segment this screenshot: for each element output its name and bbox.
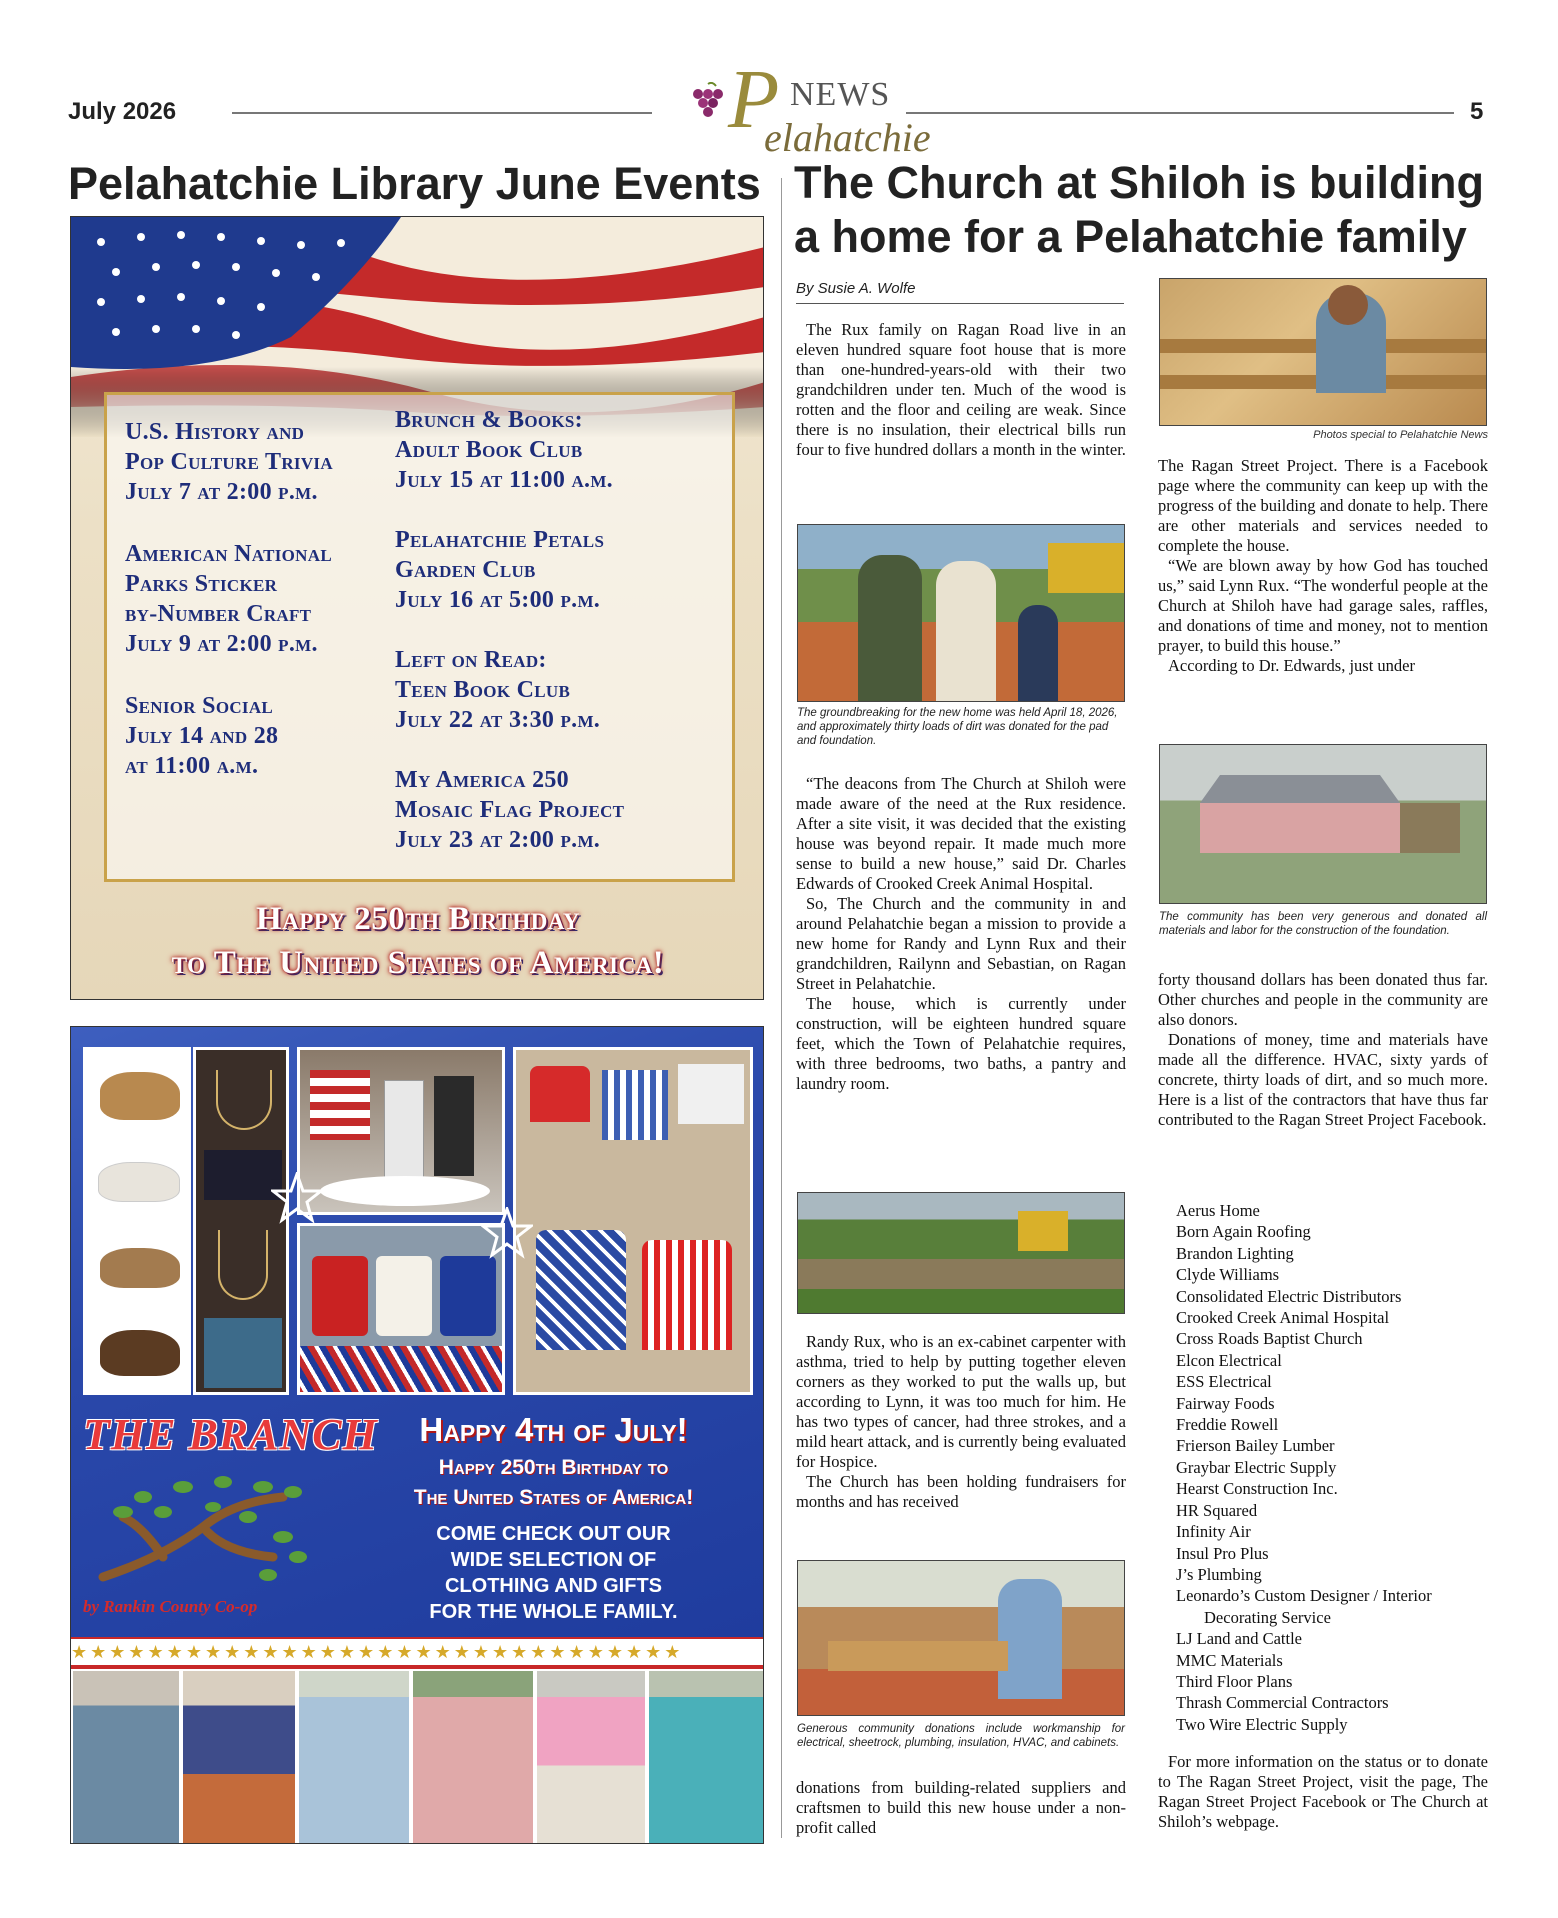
list-item: Two Wire Electric Supply <box>1176 1714 1348 1734</box>
list-item: Frierson Bailey Lumber <box>1176 1436 1335 1456</box>
paragraph: forty thousand dollars has been donated thus far. Other churches and people in the community are also donors. <box>1158 970 1488 1029</box>
paragraph: donations from building-related suppliers and craftsmen to build this new house under a non-profit called <box>796 1778 1126 1837</box>
caption-groundbreaking: The groundbreaking for the new home was held April 18, 2026, and approximately thirty loads of dirt was donated for the pad and foundation. <box>797 707 1118 747</box>
event-garden-club: Pelahatchie Petals Garden Club July 16 at 5:00 p.m. <box>395 527 605 613</box>
paragraph: For more information on the status or to donate to The Ragan Street Project, visit the page, The Ragan Street Project Facebook or The Church at Shiloh’s webpage. <box>1158 1752 1488 1831</box>
article-col2-part2 <box>1158 970 1488 1130</box>
pelahatchie-news-logo <box>672 53 931 160</box>
article-col2-part1 <box>1158 456 1488 676</box>
caption-foundation: The community has been very generous and donated all materials and labor for the construction of the foundation. <box>1159 911 1487 937</box>
usa-birthday-banner <box>71 897 764 985</box>
model-photo <box>71 1669 181 1844</box>
model-photo <box>647 1669 764 1844</box>
article-col1-part1 <box>796 320 1126 460</box>
list-item: Hearst Construction Inc. <box>1176 1479 1338 1499</box>
list-item: MMC Materials <box>1176 1650 1283 1670</box>
paragraph: According to Dr. Edwards, just under <box>1168 656 1415 675</box>
tree-branch-icon <box>83 1457 323 1607</box>
list-item: Born Again Roofing <box>1176 1222 1311 1242</box>
framing-photo <box>1159 278 1487 426</box>
paragraph: The house, which is currently under construction, will be eighteen hundred square feet, which the Town of Pelahatchie requires, with three bedrooms, two baths, a pantry and laundry room. <box>796 994 1126 1093</box>
list-item: Clyde Williams <box>1176 1265 1280 1285</box>
shoes-tile <box>83 1047 191 1395</box>
paragraph: The Church has been holding fundraisers for months and has received <box>796 1472 1126 1511</box>
ad-birthday-line2: The United States of America! <box>413 1486 694 1509</box>
grape-icon <box>688 82 728 128</box>
event-senior-social: Senior Social July 14 and 28 at 11:00 a.m. <box>125 693 279 779</box>
caption-workmanship: Generous community donations include workmanship for electrical, sheetrock, plumbing, insulation, HVAC, and cabinets. <box>797 1723 1125 1749</box>
event-adult-book-club: Brunch & Books: Adult Book Club July 15 at 11:00 a.m. <box>395 407 613 493</box>
site-photo <box>797 1192 1125 1314</box>
model-photo <box>535 1669 647 1844</box>
list-item: J’s Plumbing <box>1176 1564 1262 1584</box>
the-branch-advertisement <box>70 1026 764 1844</box>
paragraph: So, The Church and the community in and around Pelahatchie began a mission to provide a new home for Randy and Lynn Rux and their grandchildren, Railynn and Sebastian, on Ragan Street in Pelahatchie. <box>796 894 1126 993</box>
library-events-flyer <box>70 216 764 1000</box>
ad-birthday-line1: Happy 250th Birthday to <box>438 1456 669 1479</box>
patriotic-decor-tile <box>297 1047 505 1215</box>
paragraph: “The deacons from The Church at Shiloh were made aware of the need at the Rux residence. After a site visit, it was decided that the existing house was beyond repair. It made much more sense to build a new house,” said Dr. Charles Edwards of Crooked Creek Animal Hospital. <box>796 774 1126 893</box>
list-item: Graybar Electric Supply <box>1176 1457 1337 1477</box>
star-icon <box>271 1172 323 1224</box>
usa-birthday-line2: to The United States of America! <box>171 945 665 981</box>
header-rule-left <box>232 112 652 114</box>
rankin-county-coop-text: by Rankin County Co-op <box>83 1597 258 1616</box>
model-photo <box>297 1669 411 1844</box>
star-icon <box>481 1207 533 1259</box>
list-item: Brandon Lighting <box>1176 1243 1294 1263</box>
list-item: Crooked Creek Animal Hospital <box>1176 1308 1390 1328</box>
list-item: Aerus Home <box>1176 1201 1260 1220</box>
contractor-list <box>1176 1200 1506 1735</box>
candles-tile <box>297 1223 505 1395</box>
event-teen-book-club: Left on Read: Teen Book Club July 22 at 3:30 p.m. <box>395 647 601 733</box>
events-frame <box>104 392 735 882</box>
header-rule-right <box>906 112 1454 114</box>
ad-birthday <box>346 1453 761 1513</box>
event-mosaic-flag: My America 250 Mosaic Flag Project July 23 at 2:00 p.m. <box>395 767 625 853</box>
event-parks-sticker-craft: American National Parks Sticker by-Number Craft July 9 at 2:00 p.m. <box>125 541 332 657</box>
usa-birthday-line1: Happy 250th Birthday <box>256 901 580 937</box>
list-item: Fairway Foods <box>1176 1393 1275 1413</box>
list-item: ESS Electrical <box>1176 1372 1272 1392</box>
article-col1-part4 <box>796 1778 1126 1838</box>
workmanship-photo <box>797 1560 1125 1716</box>
logo-town: elahatchie <box>764 115 931 160</box>
column-divider <box>781 178 782 1838</box>
the-branch-logo-text: THE BRANCH <box>83 1410 378 1459</box>
article-col1-part2 <box>796 774 1126 1094</box>
article-headline: The Church at Shiloh is building a home for a Pelahatchie family <box>794 157 1484 262</box>
list-item: Elcon Electrical <box>1176 1350 1282 1370</box>
library-events-heading: Pelahatchie Library June Events <box>68 158 761 209</box>
list-item: Cross Roads Baptist Church <box>1176 1329 1363 1349</box>
groundbreaking-photo <box>797 524 1125 702</box>
foundation-photo <box>1159 744 1487 904</box>
list-item: Third Floor Plans <box>1176 1671 1293 1691</box>
event-history-trivia: U.S. History and Pop Culture Trivia July 7 at 2:00 p.m. <box>125 419 333 505</box>
paragraph: The Ragan Street Project. There is a Facebook page where the community can keep up with the progress of the building and donate to help. There are other materials and services needed to complete the house. <box>1158 456 1488 555</box>
list-item: Thrash Commercial Contractors <box>1176 1693 1389 1713</box>
photo-credit: Photos special to Pelahatchie News <box>1313 429 1488 441</box>
list-item: Decorating Service <box>1204 1607 1331 1627</box>
list-item: Freddie Rowell <box>1176 1415 1279 1435</box>
paragraph: The Rux family on Ragan Road live in an eleven hundred square foot house that is more than one-hundred-years-old with their two grandchildren under ten. Much of the wood is rotten and the floor and ceiling are weak. Since there is no insulation, their electrical bills run four to five hundred dollars a month in the winter. <box>796 320 1126 459</box>
paragraph: Donations of money, time and materials have made all the difference. HVAC, sixty yards of concrete, thirty loads of dirt, and so much more. Here is a list of the contractors that have thus far contributed to the Ragan Street Project Facebook. <box>1158 1030 1488 1129</box>
ad-body-text: COME CHECK OUT OUR WIDE SELECTION OF CLOTHING AND GIFTS FOR THE WHOLE FAMILY. <box>429 1523 678 1623</box>
model-photo <box>411 1669 535 1844</box>
list-item: Leonardo’s Custom Designer / Interior <box>1176 1586 1432 1606</box>
list-item: LJ Land and Cattle <box>1176 1629 1303 1649</box>
article-byline: By Susie A. Wolfe <box>796 280 916 297</box>
ad-headline: Happy 4th of July! <box>419 1411 688 1448</box>
article-col1-part3 <box>796 1332 1126 1512</box>
paragraph: “We are blown away by how God has touched us,” said Lynn Rux. “The wonderful people at the Church at Shiloh have had garage sales, raffles, and donations of time and money, not to mention prayer, to build this house.” <box>1158 556 1488 655</box>
article-col2-part3 <box>1158 1752 1488 1832</box>
issue-date: July 2026 <box>68 98 177 125</box>
list-item: Consolidated Electric Distributors <box>1176 1286 1402 1306</box>
byline-rule <box>796 303 1124 304</box>
logo-news: NEWS <box>790 76 891 113</box>
list-item: Infinity Air <box>1176 1522 1251 1542</box>
page-number: 5 <box>1470 98 1484 125</box>
model-photo <box>181 1669 297 1844</box>
logo-initial: P <box>728 53 780 146</box>
paragraph: Randy Rux, who is an ex-cabinet carpenter with asthma, tried to help by putting together eleven corners as they worked to put the walls up, but according to Lynn, it was too much for him. He has two types of cancer, had three strokes, and a mild heart attack, and is currently being evaluated for Hospice. <box>796 1332 1126 1471</box>
list-item: HR Squared <box>1176 1500 1258 1520</box>
kids-clothing-tile <box>513 1047 753 1395</box>
list-item: Insul Pro Plus <box>1176 1543 1269 1563</box>
star-border: ★★★★★★★★★★★★★★★★★★★★★★★★★★★★★★★★ <box>71 1639 764 1665</box>
